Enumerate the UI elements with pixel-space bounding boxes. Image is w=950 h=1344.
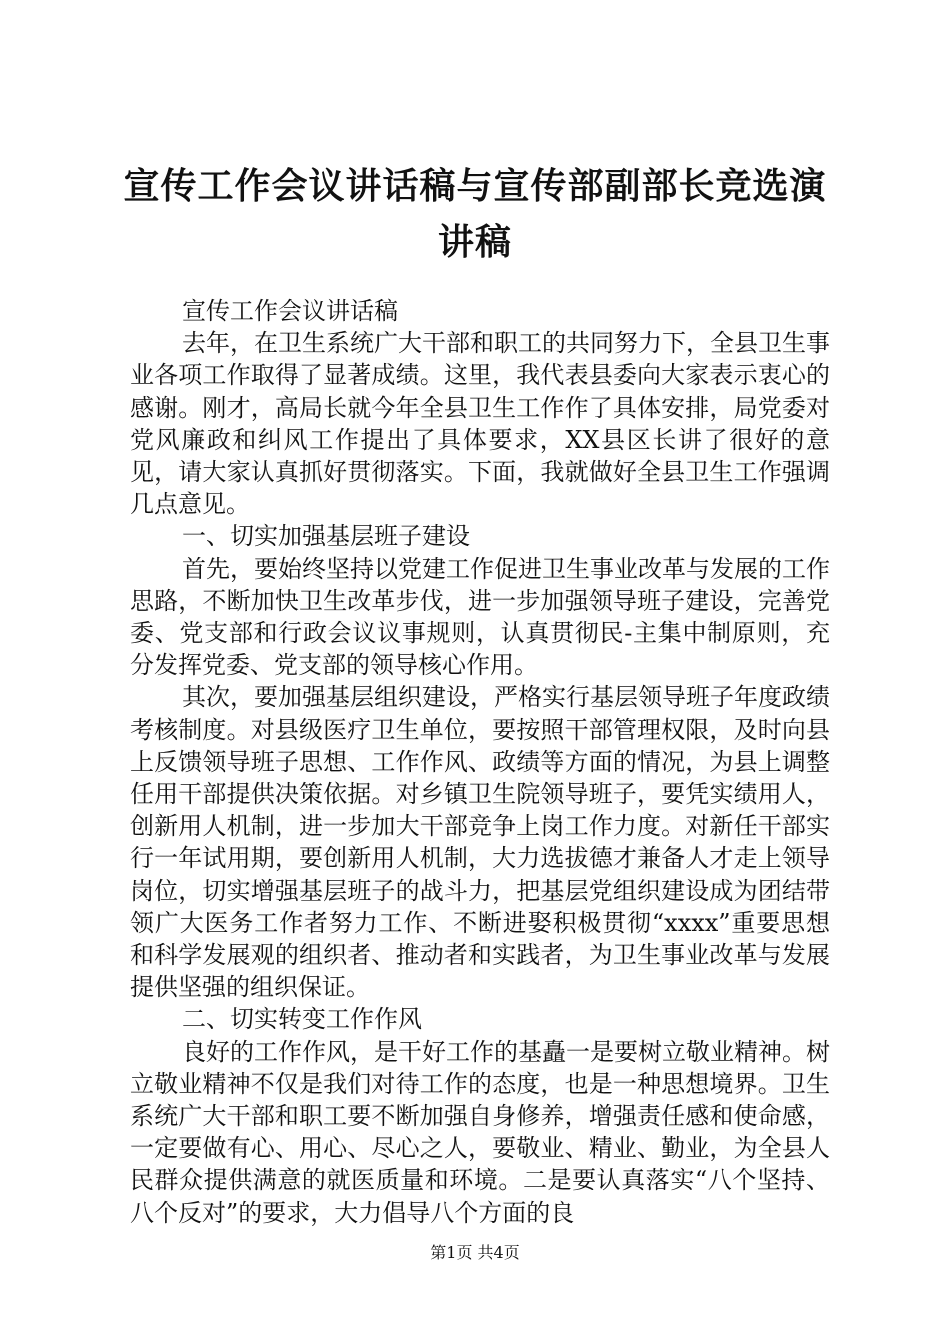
- section-heading: 一、切实加强基层班子建设: [182, 522, 470, 551]
- paragraph: 宣传工作会议讲话稿: [182, 297, 398, 325]
- page-number-footer: 第1页 共4页: [430, 1243, 520, 1262]
- paragraph: 首先，要始终坚持以党建工作促进卫生事业改革与发展的工作思路，不断加快卫生改革步伐，进一步加强领导班子建设，完善党委、党支部和行政会议议事规则，认真贯彻民-主集中制原则，充分发挥党委、党支部的领导核心作用。: [130, 554, 830, 680]
- paragraph: 去年，在卫生系统广大干部和职工的共同努力下，全县卫生事业各项工作取得了显著成绩。这里，我代表县委向大家表示衷心的感谢。刚才，高局长就今年全县卫生工作作了具体安排，局党委对党风廉政和纠风工作提出了具体要求，XX县区长讲了很好的意见，请大家认真抓好贯彻落实。下面，我就做好全县卫生工作强调几点意见。: [130, 329, 830, 519]
- paragraph: 良好的工作作风，是干好工作的基矗一是要树立敬业精神。树立敬业精神不仅是我们对待工作的态度，也是一种思想境界。卫生系统广大干部和职工要不断加强自身修养，增强责任感和使命感，一定要做有心、用心、尽心之人，要敬业、精业、勤业，为全县人民群众提供满意的就医质量和环境。二是要认真落实“八个坚持、八个反对”的要求，大力倡导八个方面的良: [130, 1037, 830, 1227]
- section-heading: 二、切实转变工作作风: [182, 1005, 422, 1034]
- document-title: 宣传工作会议讲话稿与宣传部副部长竞选演讲稿: [123, 165, 827, 263]
- document-body: [130, 295, 830, 1229]
- paragraph: 其次，要加强基层组织建设，严格实行基层领导班子年度政绩考核制度。对县级医疗卫生单位，要按照干部管理权限，及时向县上反馈领导班子思想、工作作风、政绩等方面的情况，为县上调整任用干部提供决策依据。对乡镇卫生院领导班子，要凭实绩用人，创新用人机制，进一步加大干部竞争上岗工作力度。对新任干部实行一年试用期，要创新用人机制，大力选拔德才兼备人才走上领导岗位，切实增强基层班子的战斗力，把基层党组织建设成为团结带领广大医务工作者努力工作、不断进娶积极贯彻“xxxx”重要思想和科学发展观的组织者、推动者和实践者，为卫生事业改革与发展提供坚强的组织保证。: [130, 683, 830, 1002]
